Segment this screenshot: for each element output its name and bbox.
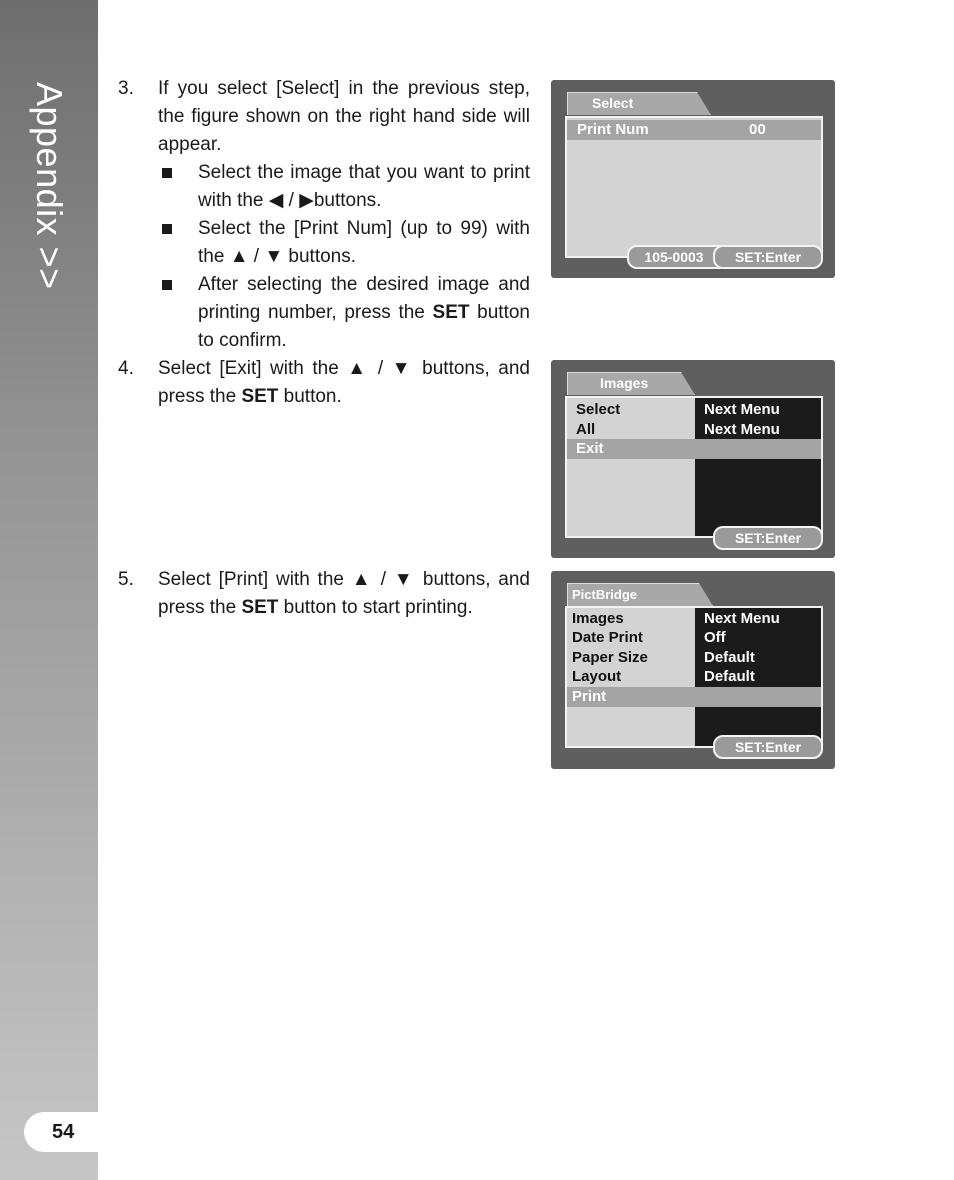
set-enter-hint: SET:Enter bbox=[713, 735, 823, 759]
menu-tab: Images bbox=[567, 372, 648, 394]
menu-row-date-print[interactable]: Date Print Off bbox=[572, 629, 726, 646]
bullet-item: Select the image that you want to print with the ◀ / ▶buttons. bbox=[118, 159, 530, 215]
step-text: Select [Print] with the ▲ / ▼ buttons, and press the SET button to start printing. bbox=[158, 569, 530, 618]
menu-tab: PictBridge bbox=[567, 583, 637, 605]
menu-row-images[interactable]: Images Next Menu bbox=[572, 610, 780, 627]
step-number: 5. bbox=[118, 569, 134, 590]
camera-screen-pictbridge bbox=[551, 571, 835, 769]
sidebar bbox=[0, 0, 98, 1180]
step-number: 3. bbox=[118, 78, 134, 99]
menu-row-all[interactable]: All Next Menu bbox=[576, 421, 780, 438]
menu-row-layout[interactable]: Layout Default bbox=[572, 668, 755, 685]
menu-panel bbox=[565, 396, 823, 538]
set-enter-hint: SET:Enter bbox=[713, 245, 823, 269]
page-number: 54 bbox=[24, 1112, 98, 1152]
camera-screen-images bbox=[551, 360, 835, 558]
step-number: 4. bbox=[118, 358, 134, 379]
bullet-item: After selecting the desired image and printing number, press the SET button to confirm. bbox=[118, 271, 530, 355]
bullet-square bbox=[162, 224, 172, 234]
step-5 bbox=[118, 566, 530, 622]
menu-panel bbox=[565, 606, 823, 748]
menu-tab: Select bbox=[567, 92, 633, 114]
menu-row-paper-size[interactable]: Paper Size Default bbox=[572, 649, 755, 666]
set-enter-hint: SET:Enter bbox=[713, 526, 823, 550]
step-text: Select [Exit] with the ▲ / ▼ buttons, and press the SET button. bbox=[158, 358, 530, 407]
menu-row-print-num: Print Num 00 bbox=[567, 120, 821, 140]
step-4 bbox=[118, 355, 530, 411]
menu-row-select[interactable]: Select Next Menu bbox=[576, 401, 780, 418]
menu-panel bbox=[565, 116, 823, 258]
bullet-square bbox=[162, 280, 172, 290]
step-3 bbox=[118, 75, 530, 355]
step-text: If you select [Select] in the previous step, the figure shown on the right hand side will appear. bbox=[158, 78, 530, 155]
bullet-square bbox=[162, 168, 172, 178]
file-number-badge: 105-0003 bbox=[627, 245, 721, 269]
menu-row-print[interactable]: Print bbox=[567, 687, 821, 707]
camera-screen-select bbox=[551, 80, 835, 278]
menu-row-exit[interactable]: Exit bbox=[567, 439, 821, 459]
bullet-item: Select the [Print Num] (up to 99) with the ▲ / ▼ buttons. bbox=[118, 215, 530, 271]
section-title: Appendix >> bbox=[29, 82, 70, 290]
